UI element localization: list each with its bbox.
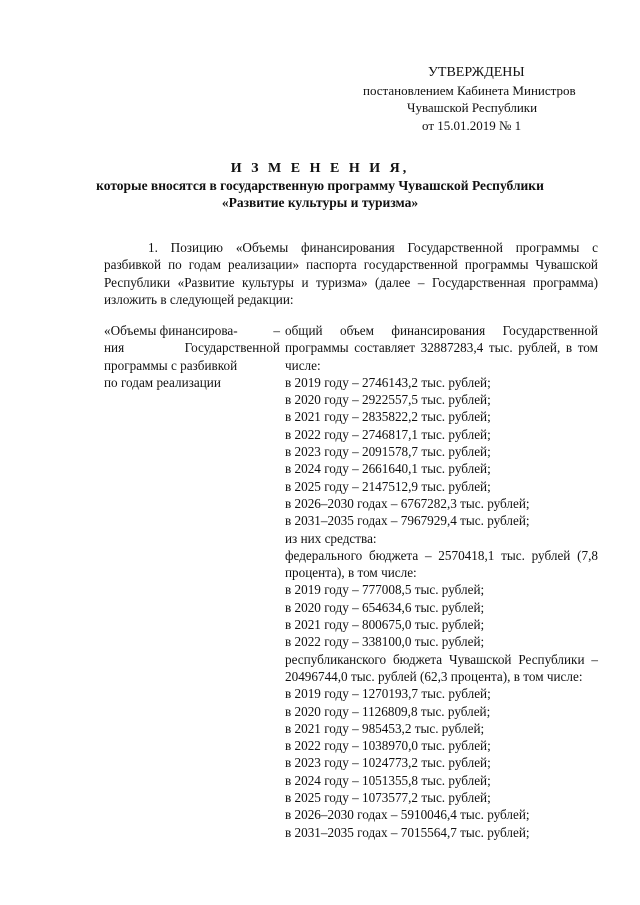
total-financing: общий объем финансирования Государственной программы составляет 32887283,4 тыс. рублей, в том числе: — [285, 323, 598, 373]
list-item: в 2022 году – 2746817,1 тыс. рублей; — [285, 426, 491, 442]
list-item: в 2026–2030 годах – 5910046,4 тыс. рублей; — [285, 807, 530, 823]
intro-paragraph — [104, 239, 598, 308]
total-years-list — [285, 374, 598, 530]
republic-years-list — [285, 685, 598, 841]
federal-years-list — [285, 581, 598, 650]
document-heading — [60, 160, 580, 211]
list-item: в 2023 году – 1024773,2 тыс. рублей; — [285, 755, 491, 771]
list-item: в 2022 году – 338100,0 тыс. рублей; — [285, 634, 485, 650]
label-dash: – — [273, 323, 280, 338]
list-item: в 2024 году – 1051355,8 тыс. рублей; — [285, 772, 491, 788]
intro-text: 1. Позицию «Объемы финансирования Государственной программы с разбивкой по годам реализации» паспорта государственной программы Чувашской Республики «Развитие культуры и туризма» (далее – Государственная программа) изложить в следующей редакции: — [104, 240, 598, 307]
label-text: Государственной — [184, 340, 280, 356]
republic-budget: республиканского бюджета Чувашской Республики – 20496744,0 тыс. рублей (62,3 процента), в том числе: — [285, 651, 598, 684]
heading-subtitle: которые вносятся в государственную программу Чувашской Республики — [96, 178, 544, 193]
approval-date: от 15.01.2019 № 1 — [422, 117, 522, 133]
list-item: в 2020 году – 2922557,5 тыс. рублей; — [285, 392, 491, 408]
label-text: «Объемы финансирова- — [104, 323, 238, 338]
list-item: в 2019 году – 777008,5 тыс. рублей; — [285, 582, 485, 598]
approval-title: УТВЕРЖДЕНЫ — [428, 65, 525, 80]
list-item: в 2020 году – 1126809,8 тыс. рублей; — [285, 703, 491, 719]
list-item: в 2021 году – 800675,0 тыс. рублей; — [285, 617, 485, 633]
list-item: в 2031–2035 годах – 7967929,4 тыс. рублей; — [285, 513, 530, 529]
list-item: в 2019 году – 1270193,7 тыс. рублей; — [285, 686, 491, 702]
list-item: в 2031–2035 годах – 7015564,7 тыс. рублей; — [285, 824, 530, 840]
sources-heading: из них средства: — [285, 530, 377, 546]
position-label — [104, 322, 280, 391]
list-item: в 2026–2030 годах – 6767282,3 тыс. рублей; — [285, 495, 530, 511]
label-text: ния — [104, 340, 125, 356]
list-item: в 2024 году – 2661640,1 тыс. рублей; — [285, 461, 491, 477]
list-item: в 2021 году – 2835822,2 тыс. рублей; — [285, 409, 491, 425]
label-line: по годам реализации — [104, 374, 221, 390]
heading-program-name: «Развитие культуры и туризма» — [221, 195, 419, 210]
financing-details — [285, 322, 598, 841]
approval-line: постановлением Кабинета Министров — [363, 82, 576, 98]
list-item: в 2021 году – 985453,2 тыс. рублей; — [285, 720, 485, 736]
list-item: в 2025 году – 2147512,9 тыс. рублей; — [285, 478, 491, 494]
label-line — [104, 322, 280, 339]
heading-title: И З М Е Н Е Н И Я, — [230, 161, 410, 176]
approval-line: Чувашской Республики — [407, 100, 538, 115]
list-item: в 2020 году – 654634,6 тыс. рублей; — [285, 599, 485, 615]
federal-budget: федерального бюджета – 2570418,1 тыс. рублей (7,8 процента), в том числе: — [285, 547, 598, 581]
list-item: в 2023 году – 2091578,7 тыс. рублей; — [285, 444, 491, 460]
label-line — [104, 339, 280, 356]
list-item: в 2025 году – 1073577,2 тыс. рублей; — [285, 790, 491, 806]
approval-stamp — [356, 64, 606, 134]
list-item: в 2022 году – 1038970,0 тыс. рублей; — [285, 738, 491, 754]
list-item: в 2019 году – 2746143,2 тыс. рублей; — [285, 374, 491, 390]
label-line: программы с разбивкой — [104, 357, 238, 373]
